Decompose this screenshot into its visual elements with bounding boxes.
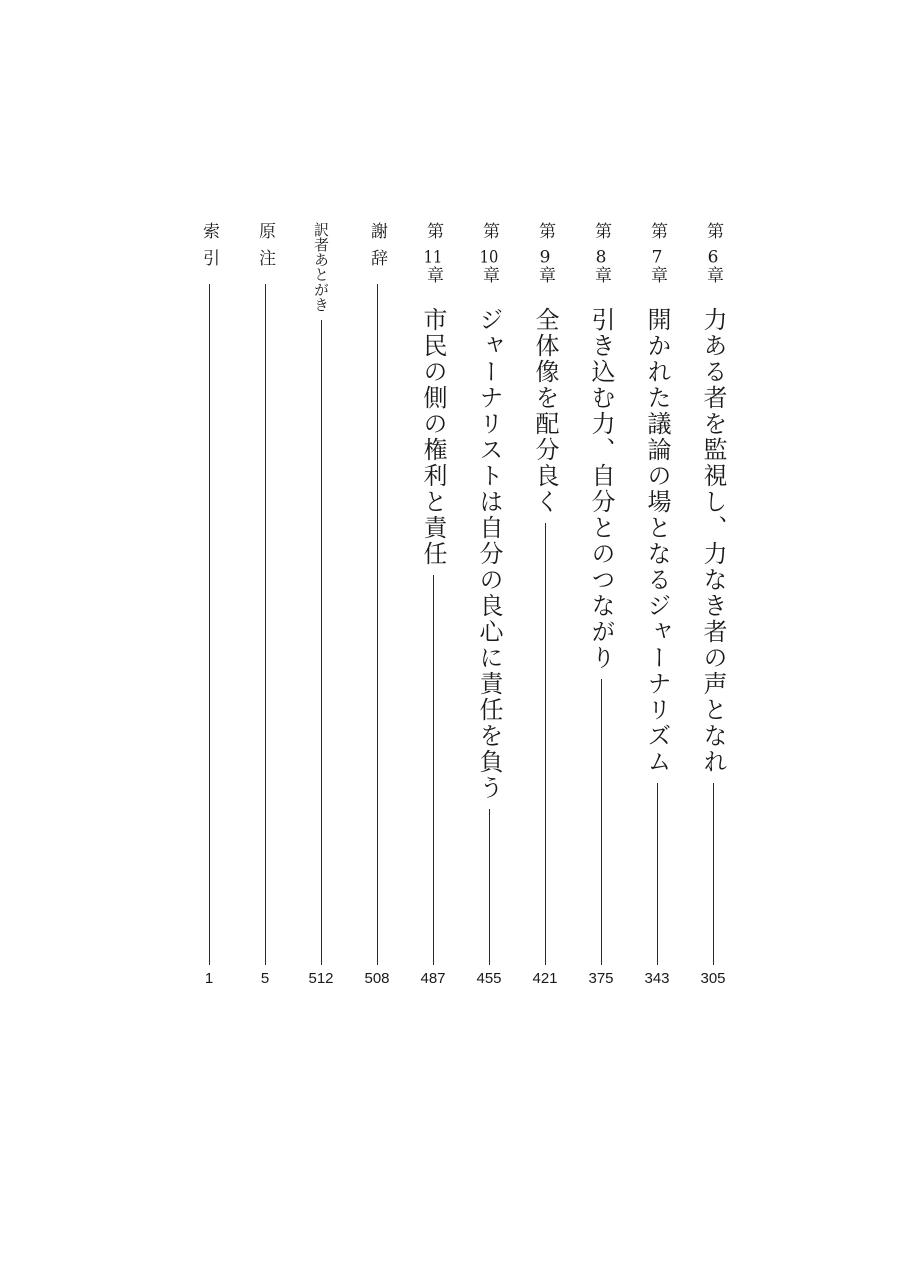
- chapter-label: 第6章: [703, 222, 723, 293]
- chapter-label: 第10章: [479, 222, 499, 293]
- chapter-label: 第8章: [591, 222, 611, 293]
- chapter-title: 開かれた議論の場となるジャーナリズム: [643, 307, 671, 775]
- chapter-title: 引き込む力、自分とのつながり: [587, 307, 615, 671]
- leader-line: [657, 783, 658, 965]
- page-number: 375: [588, 970, 614, 987]
- page-number: 5: [260, 970, 270, 987]
- section-label: 索引: [199, 222, 219, 276]
- section-label: 原注: [255, 222, 275, 276]
- toc-entry-chapter-8[interactable]: [581, 222, 621, 987]
- section-label: 訳者あとがき: [312, 222, 330, 312]
- leader-line: [265, 284, 266, 965]
- chapter-label: 第9章: [535, 222, 555, 293]
- leader-line: [601, 679, 602, 965]
- leader-line: [433, 575, 434, 965]
- page-number: 1: [204, 970, 214, 987]
- page-number: 305: [700, 970, 726, 987]
- section-label: 謝辞: [367, 222, 387, 276]
- leader-line: [209, 284, 210, 965]
- leader-line: [489, 809, 490, 965]
- chapter-title: 力ある者を監視し、力なき者の声となれ: [699, 307, 727, 775]
- toc-entry-index[interactable]: [189, 222, 229, 987]
- toc-entry-chapter-7[interactable]: [637, 222, 677, 987]
- page-number: 455: [476, 970, 502, 987]
- chapter-label: 第7章: [647, 222, 667, 293]
- page-number: 512: [308, 970, 334, 987]
- leader-line: [545, 523, 546, 965]
- leader-line: [713, 783, 714, 965]
- toc-entry-notes[interactable]: [245, 222, 285, 987]
- toc-entry-chapter-6[interactable]: [693, 222, 733, 987]
- toc-entry-chapter-10[interactable]: [469, 222, 509, 987]
- leader-line: [377, 284, 378, 965]
- chapter-label: 第11章: [423, 222, 443, 293]
- toc-entry-acknowledgments[interactable]: [357, 222, 397, 987]
- chapter-title: 全体像を配分良く: [531, 307, 559, 515]
- page-number: 487: [420, 970, 446, 987]
- page-number: 343: [644, 970, 670, 987]
- page-number: 421: [532, 970, 558, 987]
- toc-entry-translator-afterword[interactable]: [301, 222, 341, 987]
- toc-entry-chapter-11[interactable]: [413, 222, 453, 987]
- page-number: 508: [364, 970, 390, 987]
- chapter-title: 市民の側の権利と責任: [419, 307, 447, 567]
- chapter-title: ジャーナリストは自分の良心に責任を負う: [475, 307, 503, 801]
- leader-line: [321, 320, 322, 965]
- toc-entry-chapter-9[interactable]: [525, 222, 565, 987]
